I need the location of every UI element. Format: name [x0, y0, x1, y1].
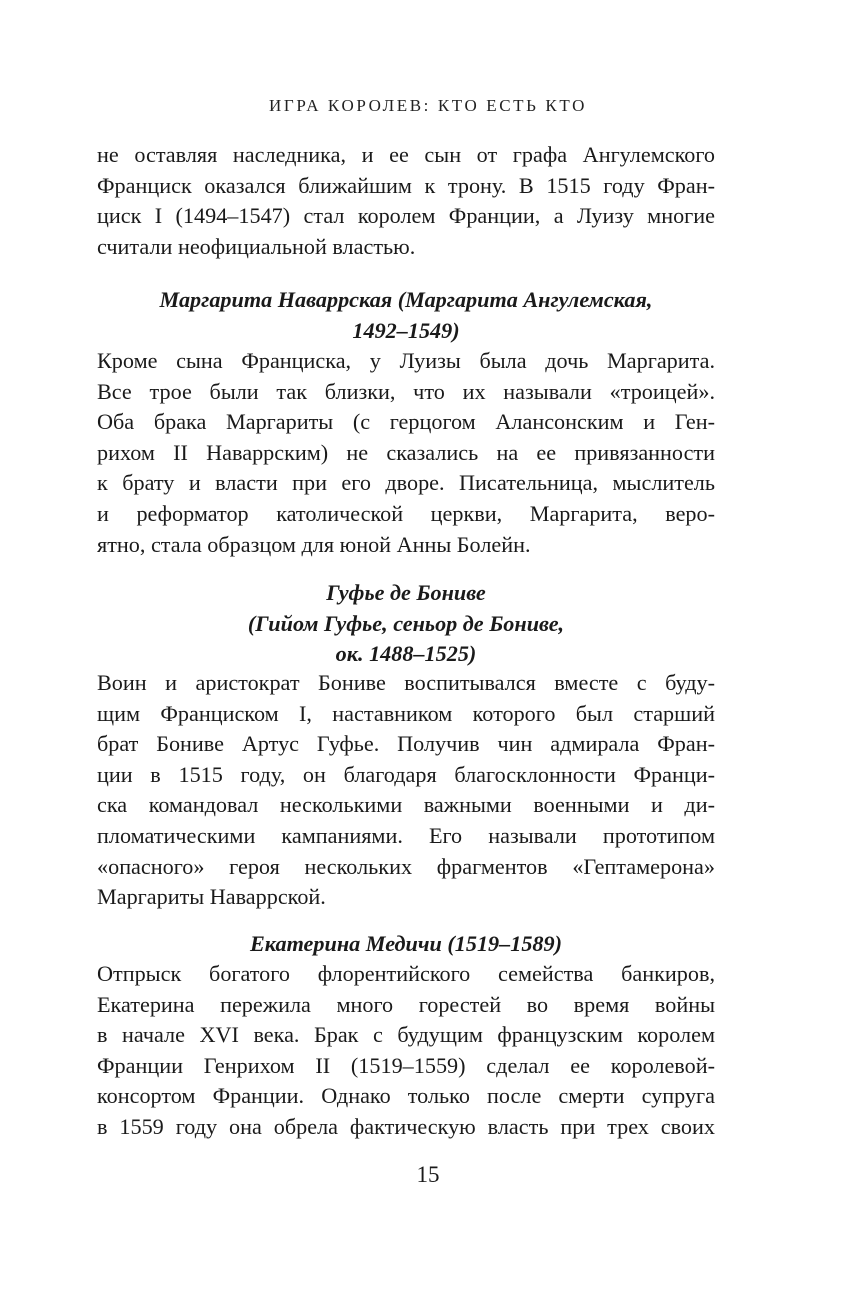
text-line: ятно, стала образцом для юной Анны Болейн. — [97, 531, 531, 557]
section-heading-catherine — [97, 929, 715, 960]
text-line: в 1559 году она обрела фактическую власть при трех своих — [97, 1113, 715, 1139]
text-line: Кроме сына Франциска, у Луизы была дочь Маргарита. — [97, 348, 715, 373]
text-line: Воин и аристократ Бониве воспитывался вместе с буду- — [97, 670, 715, 695]
heading-line: (Гийом Гуфье, сеньор де Бониве, — [247, 610, 565, 636]
text-line: считали неофициальной властью. — [97, 233, 416, 259]
section-heading-margarita — [97, 285, 715, 346]
running-head: ИГРА КОРОЛЕВ: КТО ЕСТЬ КТО — [269, 96, 587, 115]
text-line: Франциск оказался ближайшим к трону. В 1515 году Фран- — [97, 172, 715, 198]
text-line: ции в 1515 году, он благодаря благосклонности Франци- — [97, 761, 715, 787]
text-line: Оба брака Маргариты (с герцогом Алансонским и Ген- — [97, 409, 715, 435]
text-line: не оставляя наследника, и ее сын от графа Ангулемского — [97, 142, 715, 167]
text-line: в начале XVI века. Брак с будущим французским королем — [97, 1022, 715, 1048]
text-line: циск I (1494–1547) стал королем Франции, а Луизу многие — [97, 203, 715, 229]
text-line: рихом II Наваррским) не сказались на ее привязанности — [97, 439, 715, 465]
heading-line: Екатерина Медичи (1519–1589) — [250, 931, 562, 956]
section-heading-bonnivet — [97, 578, 715, 670]
text-line: брат Бониве Артус Гуфье. Получив чин адмирала Фран- — [97, 731, 715, 757]
text-line: Маргариты Наваррской. — [97, 884, 326, 910]
section-body-catherine — [97, 959, 715, 1143]
heading-line: 1492–1549) — [352, 317, 460, 343]
text-line: и реформатор католической церкви, Маргарита, веро- — [97, 500, 715, 526]
section-body-margarita — [97, 346, 715, 560]
intro-paragraph — [97, 140, 715, 262]
text-line: Отпрыск богатого флорентийского семейства банкиров, — [97, 961, 715, 986]
text-line: «опасного» героя нескольких фрагментов «Гептамерона» — [97, 853, 715, 879]
text-line: к брату и власти при его дворе. Писательница, мыслитель — [97, 470, 715, 496]
text-line: консортом Франции. Однако только после смерти супруга — [97, 1083, 715, 1109]
text-line: Все трое были так близки, что их называли «троицей». — [97, 378, 715, 404]
heading-line: Гуфье де Бониве — [326, 580, 486, 605]
text-line: Франции Генрихом II (1519–1559) сделал ее королевой- — [97, 1052, 715, 1078]
text-line: щим Франциском I, наставником которого был старший — [97, 700, 715, 726]
page-number: 15 — [416, 1162, 440, 1187]
heading-line: Маргарита Наваррская (Маргарита Ангулемская, — [159, 287, 653, 312]
text-line: пломатическими кампаниями. Его называли прототипом — [97, 822, 715, 848]
text-line: Екатерина пережила много горестей во время войны — [97, 991, 715, 1017]
text-line: ска командовал несколькими важными военными и ди- — [97, 792, 715, 818]
heading-line: ок. 1488–1525) — [335, 641, 477, 667]
section-body-bonnivet — [97, 668, 715, 913]
